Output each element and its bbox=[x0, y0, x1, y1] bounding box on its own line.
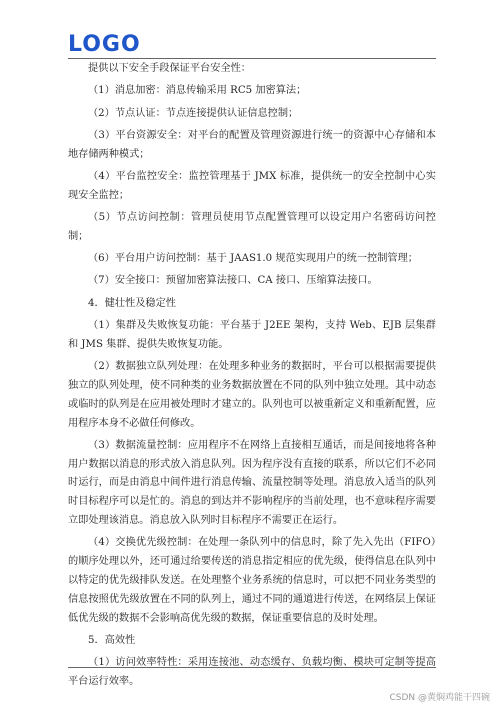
footer-divider bbox=[68, 667, 436, 668]
section-heading: 5．高效性 bbox=[88, 634, 136, 646]
logo: LOGO bbox=[68, 32, 141, 57]
list-item: （5）节点访问控制：管理员使用节点配置管理可以设定用户名密码访问控制； bbox=[68, 212, 436, 242]
list-item: （1）消息加密：消息传输采用 RC5 加密算法； bbox=[88, 85, 307, 97]
watermark: CSDN @黄焖鸡能干四碗 bbox=[389, 693, 490, 703]
list-item: （7）安全接口：预留加密算法接口、CA 接口、压缩算法接口。 bbox=[88, 275, 378, 287]
list-item: （1）访问效率特性：采用连接池、动态缓存、负载均衡、模块可定制等提高平台运行效率。 bbox=[68, 657, 436, 687]
section-heading: 4．健壮性及稳定性 bbox=[88, 297, 176, 309]
list-item: （4）交换优先级控制：在处理一条队列中的信息时，除了先入先出（FIFO）的顺序处理以外，还可通过给要传送的消息指定相应的优先级，使得信息在队列中以特定的优先级排队发送。在处理整个业务系统的信息时，可以把不同业务类型的信息按照优先级放置在不同的队列上，通过不同的通道进行传送，在网络层上保证低优先级的数据不会影响高优先级的数据，保证重要信息的及时处理。 bbox=[68, 537, 436, 624]
list-item: （2）节点认证：节点连接提供认证信息控制； bbox=[88, 107, 299, 119]
paragraph: 提供以下安全手段保证平台安全性： bbox=[88, 63, 251, 74]
list-item: （6）平台用户访问控制：基于 JAAS1.0 规范实现用户的统一控制管理； bbox=[88, 253, 418, 265]
list-item: （1）集群及失败恢复功能：平台基于 J2EE 架构，支持 Web、EJB 层集群和 JMS 集群、提供失败恢复功能。 bbox=[68, 320, 436, 350]
list-item: （2）数据独立队列处理：在处理多种业务的数据时，平台可以根据需要提供独立的队列处理，使不同种类的业务数据放置在不同的队列中独立处理。其中动态或临时的队列是在应用被处理时才建立的。队列也可以被重新定义和重新配置，应用程序本身不必做任何修改。 bbox=[68, 361, 436, 429]
list-item: （4）平台监控安全：监控管理基于 JMX 标准，提供统一的安全控制中心实现安全监控； bbox=[68, 170, 436, 201]
document-body bbox=[68, 60, 436, 695]
header-divider bbox=[68, 58, 436, 59]
list-item: （3）平台资源安全：对平台的配置及管理资源进行统一的资源中心存储和本地存储两种模式； bbox=[68, 129, 436, 160]
list-item: （3）数据流量控制：应用程序不在网络上直接相互通话，而是间接地将各种用户数据以消息的形式放入消息队列。因为程序没有直接的联系，所以它们不必同时运行，而是由消息中间件进行消息传输、流量控制等处理。消息放入适当的队列时目标程序可以是忙的。消息的到达并不影响程序的当前处理，也不意味程序需要立即处理该消息。消息放入队列时目标程序不需要正在运行。 bbox=[68, 439, 436, 527]
